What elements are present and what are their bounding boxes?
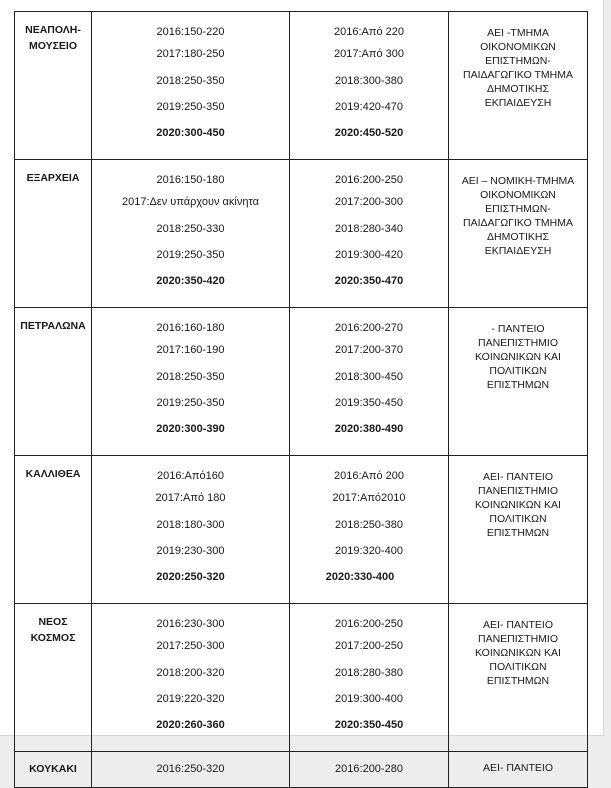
university-cell: ΑΕΙ- ΠΑΝΤΕΙΟ ΠΑΝΕΠΙΣΤΗΜΙΟ ΚΟΙΝΩΝΙΚΩΝ ΚΑΙ ΠΟΛΙΤΙΚΩΝ ΕΠΙΣΤΗΜΩΝ [449,456,588,604]
range-cell-b [290,160,449,308]
university-cell: ΑΕΙ – ΝΟΜΙΚΗ-ΤΜΗΜΑ ΟΙΚΟΝΟΜΙΚΩΝ ΕΠΙΣΤΗΜΩΝ-ΠΑΙΔΑΓΩΓΙΚΟ ΤΜΗΜΑ ΔΗΜΟΤΙΚΗΣ ΕΚΠΑΙΔΕΥΣΗ [449,160,588,308]
table-row [15,160,588,308]
year-range: 2016:200-280 [335,763,403,775]
year-range: 2016:Από160 [157,470,224,482]
area-cell: ΚΟΥΚΑΚΙ [15,752,92,788]
table-row [15,752,588,788]
year-range: 2016:200-250 [335,618,403,630]
year-range: 2017:Από 300 [334,48,404,61]
year-range: 2017:Από 180 [155,492,226,505]
range-cell-a [92,160,290,308]
range-cell-b [290,604,449,752]
year-range: 2020:260-360 [156,719,225,732]
year-range: 2019:300-420 [335,248,403,261]
year-range: 2017:Από2010 [332,492,406,505]
year-range: 2019:320-400 [335,544,403,557]
year-range: 2016:230-300 [156,618,225,630]
year-range: 2019:250-350 [156,396,225,409]
year-range: 2019:220-320 [156,692,225,705]
year-range: 2017:160-190 [156,344,225,357]
range-cell-a [92,12,290,160]
year-range: 2017:Δεν υπάρχουν ακίνητα [121,196,260,209]
table-row [15,456,588,604]
year-range: 2019:230-300 [156,544,225,557]
year-range: 2019:250-350 [156,248,225,261]
year-range: 2018:180-300 [156,518,225,531]
year-range: 2019:420-470 [335,100,403,113]
year-range: 2020:250-320 [156,571,225,584]
year-range: 2017:200-300 [335,196,403,209]
range-cell-a [92,308,290,456]
year-range: 2016:150-220 [156,26,225,38]
range-cell-a [92,456,290,604]
year-range: 2016:150-180 [156,174,225,186]
area-cell: ΚΑΛΛΙΘΕΑ [15,456,92,604]
year-range: 2017:200-250 [335,640,403,653]
university-cell: ΑΕΙ- ΠΑΝΤΕΙΟ [449,752,588,788]
year-range: 2018:250-380 [335,518,403,531]
year-range: 2020:350-450 [334,719,404,732]
area-cell: ΝΕΟΣ ΚΟΣΜΟΣ [15,604,92,752]
table-row [15,12,588,160]
university-cell: - ΠΑΝΤΕΙΟ ΠΑΝΕΠΙΣΤΗΜΙΟ ΚΟΙΝΩΝΙΚΩΝ ΚΑΙ ΠΟΛΙΤΙΚΩΝ ΕΠΙΣΤΗΜΩΝ [449,308,588,456]
range-cell-b [290,752,449,788]
year-range: 2016:200-250 [335,174,403,186]
area-cell: ΕΞΑΡΧΕΙΑ [15,160,92,308]
year-range: 2020:350-420 [156,275,225,288]
year-range: 2018:200-320 [156,666,225,679]
range-cell-b [290,308,449,456]
area-cell: ΝΕΑΠΟΛΗ-ΜΟΥΣΕΙΟ [15,12,92,160]
range-cell-b [290,12,449,160]
year-range: 2016:Από 200 [334,470,404,482]
year-range: 2020:380-490 [334,423,404,436]
year-range: 2016:200-270 [335,322,403,334]
year-range: 2018:280-340 [335,222,403,235]
university-cell: ΑΕΙ- ΠΑΝΤΕΙΟ ΠΑΝΕΠΙΣΤΗΜΙΟ ΚΟΙΝΩΝΙΚΩΝ ΚΑΙ ΠΟΛΙΤΙΚΩΝ ΕΠΙΣΤΗΜΩΝ [449,604,588,752]
year-range: 2018:250-330 [156,222,225,235]
table-row [15,308,588,456]
year-range: 2020:330-400 [325,571,395,584]
year-range: 2017:200-370 [335,344,403,357]
area-cell: ΠΕΤΡΑΛΩΝΑ [15,308,92,456]
year-range: 2017:180-250 [156,48,225,61]
year-range: 2017:250-300 [156,640,225,653]
range-cell-a [92,604,290,752]
year-range: 2019:350-450 [335,396,403,409]
year-range: 2020:300-390 [156,423,225,436]
range-cell-b [290,456,449,604]
year-range: 2016:160-180 [156,322,225,334]
university-cell: ΑΕΙ -ΤΜΗΜΑ ΟΙΚΟΝΟΜΙΚΩΝ ΕΠΙΣΤΗΜΩΝ-ΠΑΙΔΑΓΩΓΙΚΟ ΤΜΗΜΑ ΔΗΜΟΤΙΚΗΣ ΕΚΠΑΙΔΕΥΣΗ [449,12,588,160]
year-range: 2018:250-350 [156,370,225,383]
year-range: 2019:300-400 [335,692,403,705]
year-range: 2018:280-380 [335,666,403,679]
rent-table [14,11,588,788]
year-range: 2020:300-450 [156,127,225,140]
year-range: 2018:300-380 [335,74,403,87]
year-range: 2020:350-470 [334,275,404,288]
range-cell-a [92,752,290,788]
year-range: 2019:250-350 [156,100,225,113]
year-range: 2018:300-450 [335,370,403,383]
year-range: 2020:450-520 [334,127,404,140]
year-range: 2018:250-350 [156,74,225,87]
year-range: 2016:250-320 [156,763,225,775]
table-row [15,604,588,752]
year-range: 2016:Από 220 [334,26,404,38]
